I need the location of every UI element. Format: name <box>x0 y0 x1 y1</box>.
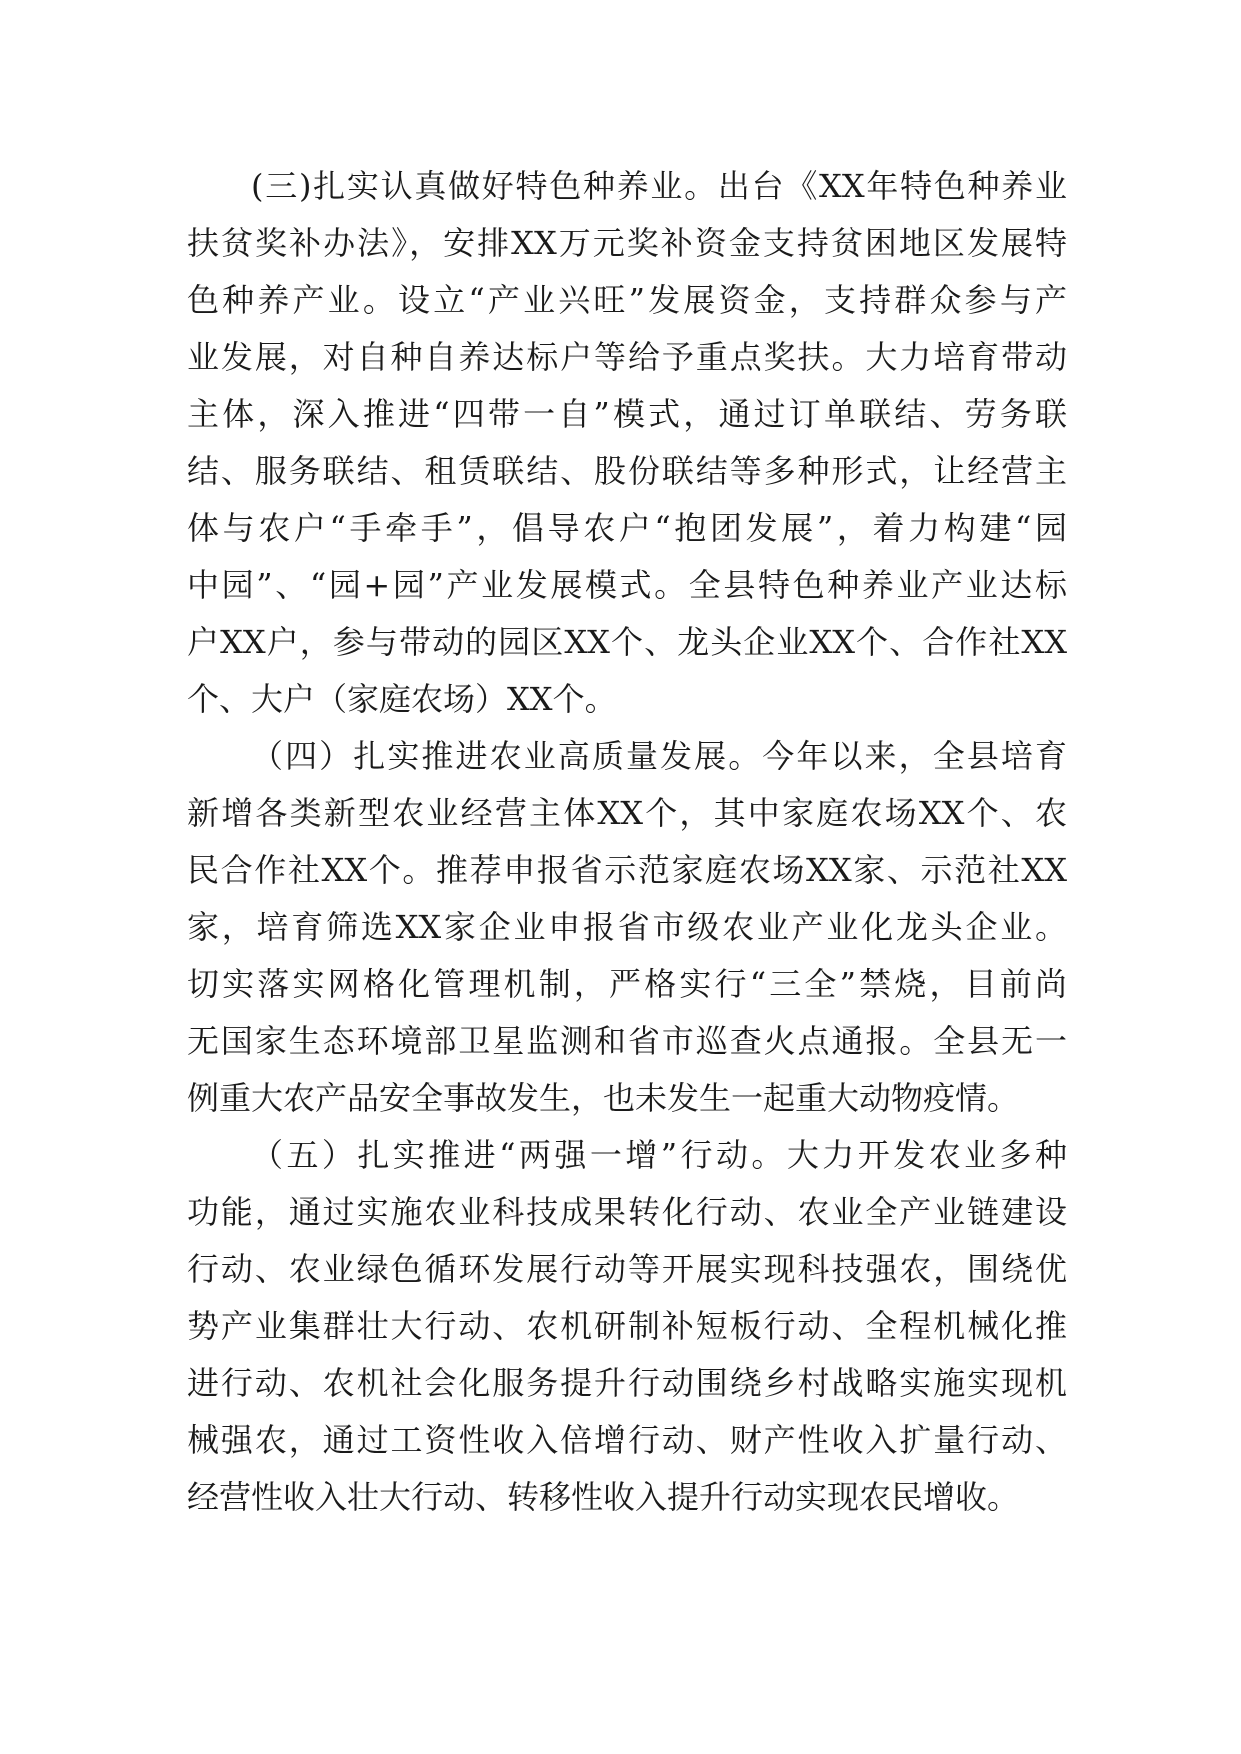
text-line: 势产业集群壮大行动、农机研制补短板行动、全程机械化推 <box>187 1307 1067 1345</box>
text-line: 例重大农产品安全事故发生，也未发生一起重大动物疫情。 <box>187 1079 1020 1117</box>
text-line: （五）扎实推进“两强一增”行动。大力开发农业多种 <box>251 1136 1067 1174</box>
text-line: 经营性收入壮大行动、转移性收入提升行动实现农民增收。 <box>187 1478 1020 1516</box>
text-line: 结、服务联结、租赁联结、股份联结等多种形式，让经营主 <box>187 452 1067 490</box>
text-line: 色种养产业。设立“产业兴旺”发展资金，支持群众参与产 <box>187 281 1067 319</box>
paragraph-two-strong-one-increase <box>187 1127 1067 1526</box>
text-line: 械强农，通过工资性收入倍增行动、财产性收入扩量行动、 <box>187 1421 1067 1459</box>
document-body <box>187 158 1067 1526</box>
text-line: 主体，深入推进“四带一自”模式，通过订单联结、劳务联 <box>187 395 1067 433</box>
text-line: 切实落实网格化管理机制，严格实行“三全”禁烧，目前尚 <box>187 965 1067 1003</box>
text-line: 民合作社XX个。推荐申报省示范家庭农场XX家、示范社XX <box>187 851 1067 889</box>
text-line: 行动、农业绿色循环发展行动等开展实现科技强农，围绕优 <box>187 1250 1067 1288</box>
text-line: 体与农户“手牵手”，倡导农户“抱团发展”，着力构建“园 <box>187 509 1067 547</box>
text-line: 业发展，对自种自养达标户等给予重点奖扶。大力培育带动 <box>187 338 1067 376</box>
text-line: 扶贫奖补办法》，安排XX万元奖补资金支持贫困地区发展特 <box>187 224 1067 262</box>
text-line: 中园”、“园+园”产业发展模式。全县特色种养业产业达标 <box>187 566 1067 604</box>
text-line: 无国家生态环境部卫星监测和省市巡查火点通报。全县无一 <box>187 1022 1067 1060</box>
paragraph-special-farming <box>187 158 1067 728</box>
text-line: 户XX户，参与带动的园区XX个、龙头企业XX个、合作社XX <box>187 623 1067 661</box>
text-line: 家，培育筛选XX家企业申报省市级农业产业化龙头企业。 <box>187 908 1067 946</box>
text-line: 功能，通过实施农业科技成果转化行动、农业全产业链建设 <box>187 1193 1067 1231</box>
text-line: （四）扎实推进农业高质量发展。今年以来，全县培育 <box>251 737 1067 775</box>
text-line: (三)扎实认真做好特色种养业。出台《XX年特色种养业 <box>251 167 1067 205</box>
text-line: 进行动、农机社会化服务提升行动围绕乡村战略实施实现机 <box>187 1364 1067 1402</box>
text-line: 个、大户（家庭农场）XX个。 <box>187 680 617 718</box>
text-line: 新增各类新型农业经营主体XX个，其中家庭农场XX个、农 <box>187 794 1067 832</box>
paragraph-agri-quality <box>187 728 1067 1127</box>
